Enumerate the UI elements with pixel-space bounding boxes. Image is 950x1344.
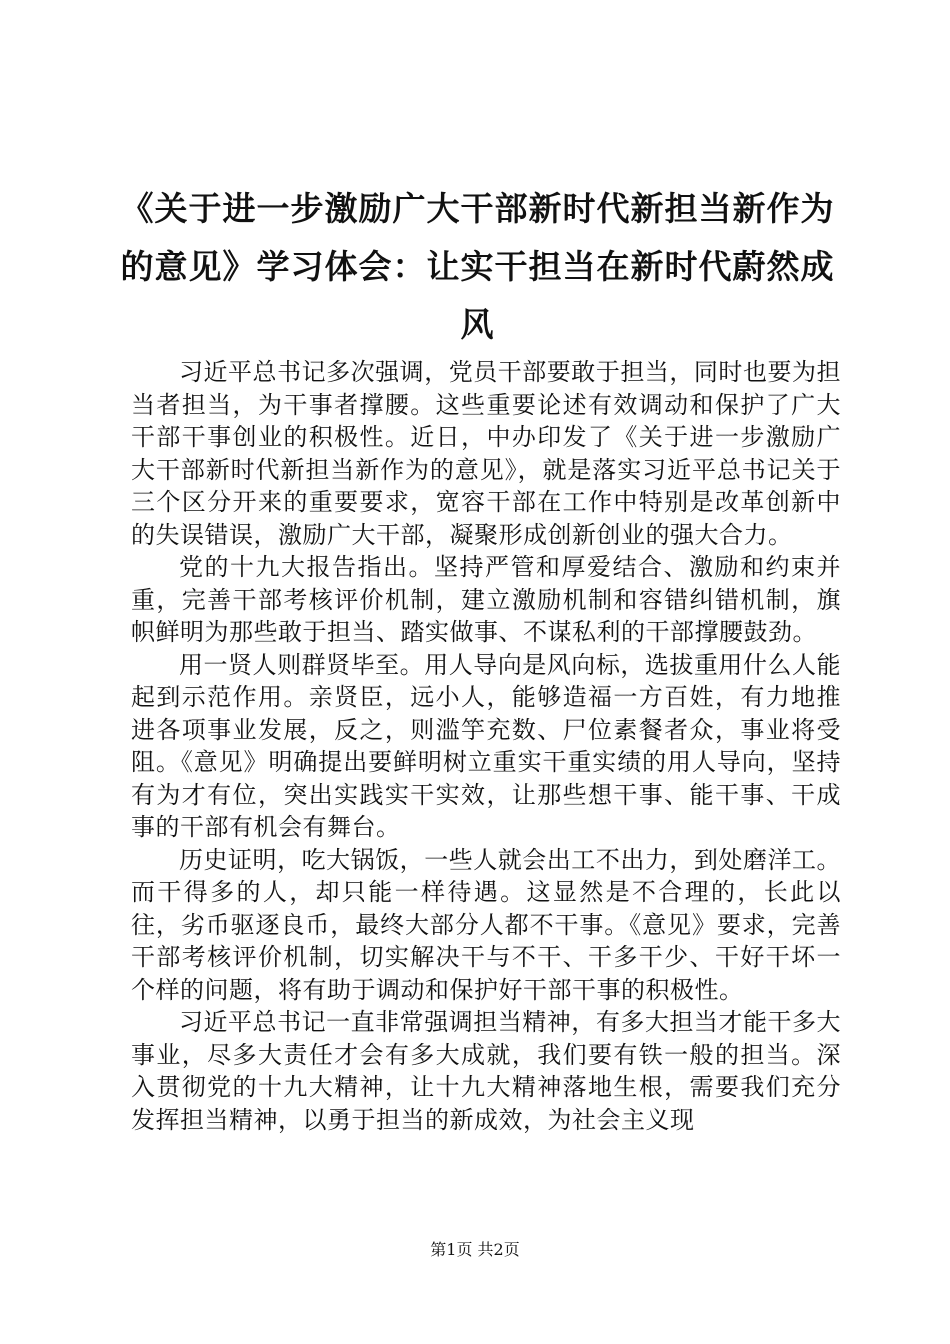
paragraph-2: 党的十九大报告指出。坚持严管和厚爱结合、激励和约束并重，完善干部考核评价机制，建立激励机制和容错纠错机制，旗帜鲜明为那些敢于担当、踏实做事、不谋私利的干部撑腰鼓劲。: [131, 553, 841, 646]
paragraph-1: 习近平总书记多次强调，党员干部要敢于担当，同时也要为担当者担当，为干事者撑腰。这些重要论述有效调动和保护了广大干部干事创业的积极性。近日，中办印发了《关于进一步激励广大干部新时代新担当新作为的意见》，就是落实习近平总书记关于三个区分开来的重要要求，宽容干部在工作中特别是改革创新中的失误错误，激励广大干部，凝聚形成创新创业的强大合力。: [131, 358, 841, 549]
paragraph-3: 用一贤人则群贤毕至。用人导向是风向标，选拔重用什么人能起到示范作用。亲贤臣，远小人，能够造福一方百姓，有力地推进各项事业发展，反之，则滥竽充数、尸位素餐者众，事业将受阻。《意见》明确提出要鲜明树立重实干重实绩的用人导向，坚持有为才有位，突出实践实干实效，让那些想干事、能干事、干成事的干部有机会有舞台。: [131, 650, 841, 841]
page-footer: 第1页 共2页: [430, 1240, 520, 1259]
paragraph-5: 习近平总书记一直非常强调担当精神，有多大担当才能干多大事业，尽多大责任才会有多大成就，我们要有铁一般的担当。深入贯彻党的十九大精神，让十九大精神落地生根，需要我们充分发挥担当精神，以勇于担当的新成效，为社会主义现: [131, 1008, 841, 1134]
document-body: [131, 356, 841, 1136]
document-title: 《关于进一步激励广大干部新时代新担当新作为的意见》学习体会：让实干担当在新时代蔚然成风: [120, 189, 835, 344]
paragraph-4: 历史证明，吃大锅饭，一些人就会出工不出力，到处磨洋工。而干得多的人，却只能一样待遇。这显然是不合理的，长此以往，劣币驱逐良币，最终大部分人都不干事。《意见》要求，完善干部考核评价机制，切实解决干与不干、干多干少、干好干坏一个样的问题，将有助于调动和保护好干部干事的积极性。: [131, 845, 841, 1004]
